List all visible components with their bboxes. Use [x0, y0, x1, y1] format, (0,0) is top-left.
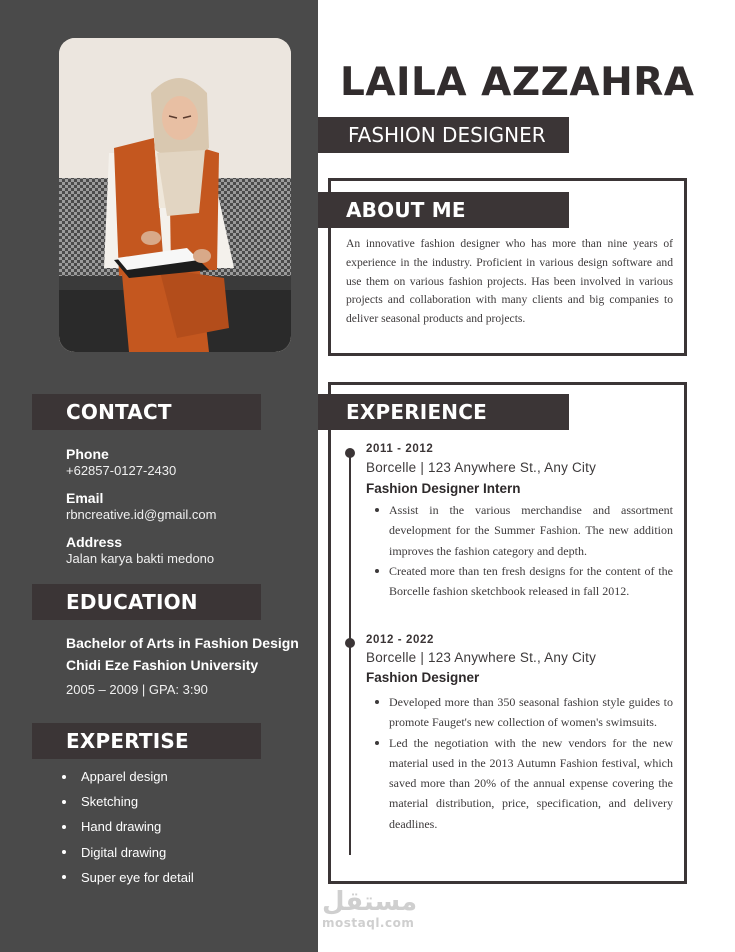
expertise-heading: EXPERTISE	[66, 729, 189, 753]
address-value: Jalan karya bakti medono	[66, 551, 215, 566]
job-date: 2011 - 2012	[366, 443, 434, 455]
job-title: FASHION DESIGNER	[348, 123, 546, 147]
job-title-bar	[318, 117, 569, 153]
profile-photo	[59, 38, 291, 352]
watermark	[322, 887, 418, 930]
job-bullets	[372, 692, 673, 834]
bullet-icon	[62, 875, 66, 879]
expertise-list	[62, 764, 194, 890]
phone-label: Phone	[66, 446, 109, 462]
expertise-heading-bar	[32, 723, 261, 759]
job-company: Borcelle | 123 Anywhere St., Any City	[366, 650, 597, 665]
job-role: Fashion Designer Intern	[366, 481, 521, 496]
timeline-line	[349, 453, 351, 855]
bullet-icon	[62, 825, 66, 829]
watermark-latin: mostaql.com	[322, 916, 415, 930]
experience-heading: EXPERIENCE	[346, 400, 487, 424]
expertise-item-label: Super eye for detail	[81, 869, 194, 885]
expertise-item-label: Hand drawing	[81, 819, 162, 835]
education-degree: Bachelor of Arts in Fashion Design	[66, 635, 299, 651]
expertise-item	[62, 814, 194, 839]
job-bullet: Developed more than 350 seasonal fashion style guides to promote Fauget's new collection of women's swimsuits.	[372, 692, 673, 733]
job-bullet: Led the negotiation with the new vendors for the new material used in the 2013 Autumn Fashion festival, which saved more than 20% of the annual expense covering the material distribution, price, specification, and delivery deadlines.	[372, 733, 673, 834]
job-bullet: Created more than ten fresh designs for the content of the Borcelle fashion sketchbook released in fall 2012.	[372, 561, 673, 602]
email-block	[66, 490, 216, 522]
bullet-icon	[62, 775, 66, 779]
job-date: 2012 - 2022	[366, 634, 434, 646]
education-block	[66, 632, 299, 697]
experience-heading-bar	[318, 394, 569, 430]
expertise-item-label: Apparel design	[81, 769, 168, 785]
email-label: Email	[66, 490, 104, 506]
education-heading-bar	[32, 584, 261, 620]
timeline-dot	[345, 448, 355, 458]
expertise-item-label: Sketching	[81, 794, 139, 810]
expertise-item	[62, 865, 194, 890]
watermark-arabic: مستقل	[322, 887, 418, 917]
job-bullet: Assist in the various merchandise and assortment development for the Summer Fashion. The new addition improves the fashion category and depth.	[372, 500, 673, 561]
contact-heading: CONTACT	[66, 400, 172, 424]
job-company: Borcelle | 123 Anywhere St., Any City	[366, 460, 597, 475]
expertise-item	[62, 789, 194, 814]
expertise-item	[62, 764, 194, 789]
education-meta: 2005 – 2009 | GPA: 3:90	[66, 682, 208, 697]
education-school: Chidi Eze Fashion University	[66, 657, 259, 673]
about-heading-bar	[318, 192, 569, 228]
address-label: Address	[66, 534, 123, 550]
email-value: rbncreative.id@gmail.com	[66, 507, 217, 522]
phone-block	[66, 446, 176, 478]
expertise-item-label: Digital drawing	[81, 844, 167, 860]
education-heading: EDUCATION	[66, 590, 198, 614]
bullet-icon	[62, 800, 66, 804]
candidate-name: LAILA AZZAHRA	[340, 60, 695, 105]
job-bullets	[372, 500, 673, 601]
about-heading: ABOUT ME	[346, 198, 466, 222]
timeline-dot	[345, 638, 355, 648]
expertise-item	[62, 840, 194, 865]
job-role: Fashion Designer	[366, 670, 480, 685]
about-text: An innovative fashion designer who has more than nine years of experience in the industry. Proficient in various design software and use them on various fashion projects. Has been involved in various projects and collaboration with many clients and big companies to deliver seasonal products and projects.	[346, 237, 673, 326]
address-block	[66, 534, 214, 566]
phone-value: +62857-0127-2430	[66, 463, 177, 478]
bullet-icon	[62, 850, 66, 854]
contact-heading-bar	[32, 394, 261, 430]
